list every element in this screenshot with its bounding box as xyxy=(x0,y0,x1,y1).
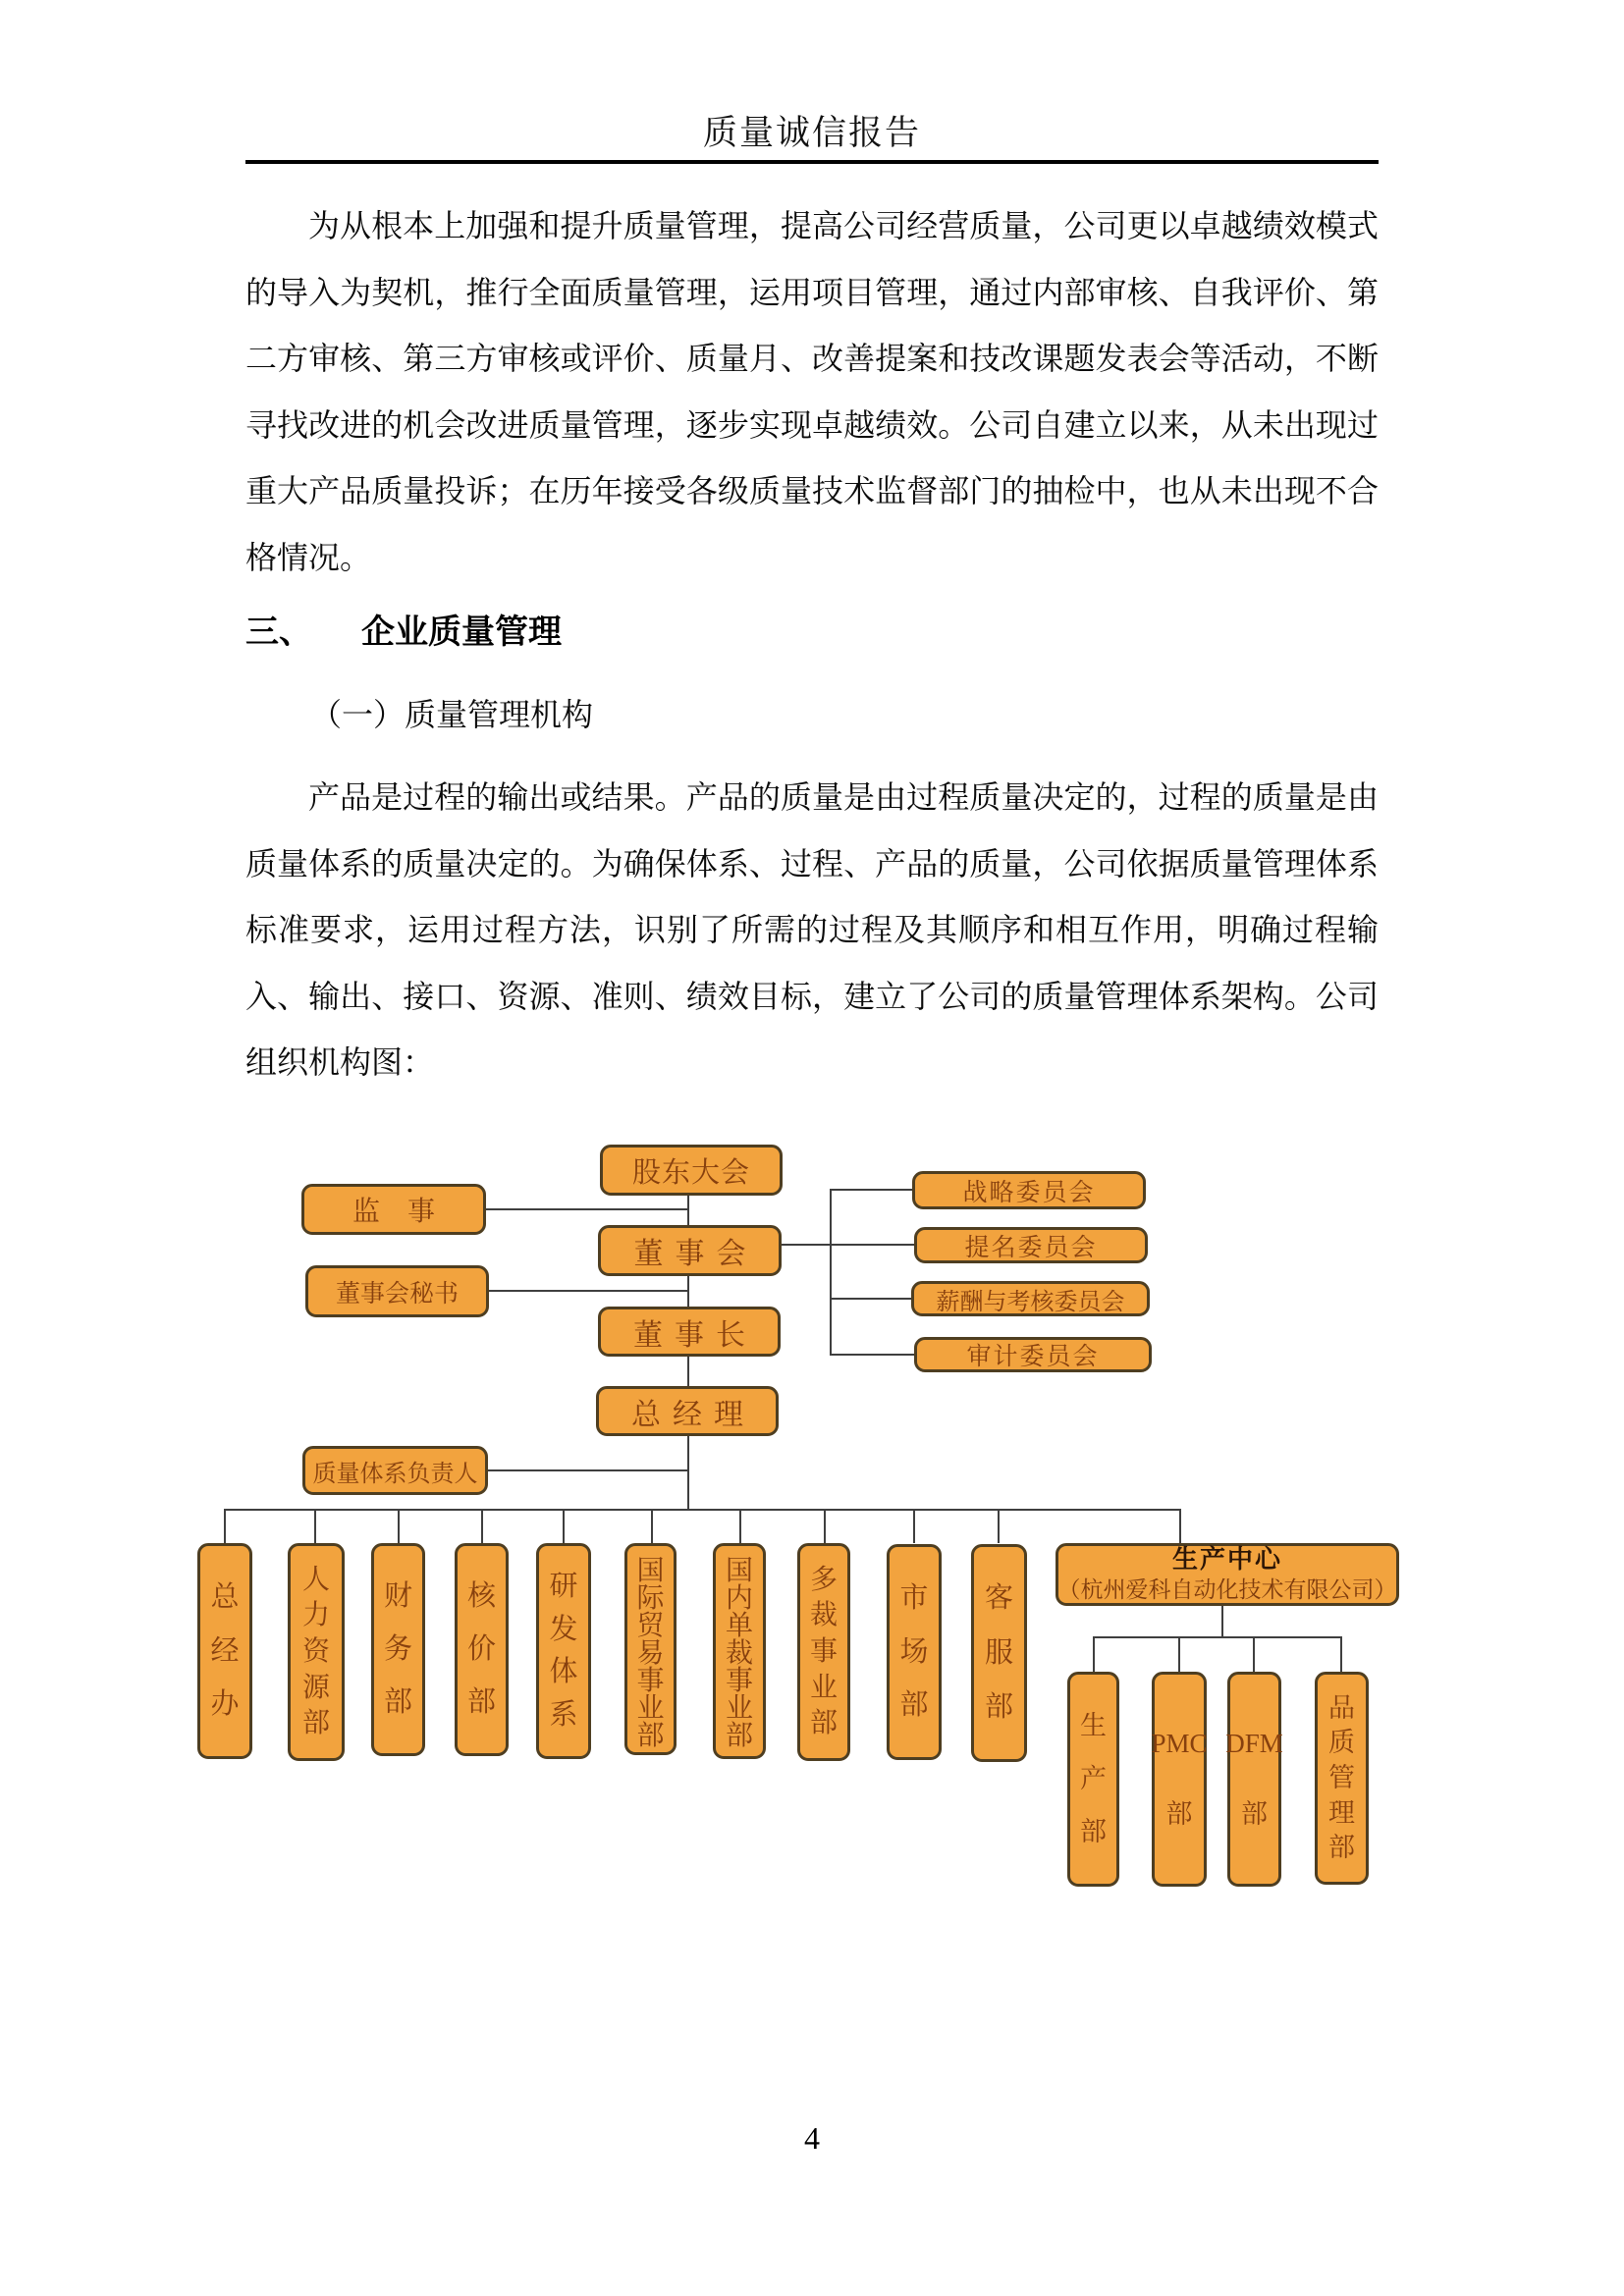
connector-line xyxy=(1178,1636,1180,1672)
org-node-board-secretary: 董事会秘书 xyxy=(305,1265,489,1317)
connector-line xyxy=(489,1290,688,1292)
connector-line xyxy=(687,1196,689,1227)
org-node-customer-service-department: 客 服 部 xyxy=(971,1544,1027,1762)
org-node-international-trade-division: 国 际 贸 易 事 业 部 xyxy=(624,1543,677,1755)
org-node-board: 董事会 xyxy=(598,1225,782,1276)
connector-line xyxy=(1253,1636,1255,1672)
connector-line xyxy=(913,1509,915,1543)
production-center-title: 生产中心 xyxy=(1171,1545,1282,1575)
paragraph-quality-management-intro: 为从根本上加强和提升质量管理，提高公司经营质量，公司更以卓越绩效模式的导入为契机，推行全面质量管理，运用项目管理，通过内部审核、自我评价、第二方审核、第三方审核或评价、质量月、改善提案和技改课题发表会等活动，不断寻找改进的机会改进质量管理，逐步实现卓越绩效。公司自建立以来，从未出现过重大产品质量投诉；在历年接受各级质量技术监督部门的抽检中，也从未出现不合格情况。 xyxy=(245,208,1379,575)
connector-line xyxy=(824,1509,826,1543)
org-node-pricing-department: 核 价 部 xyxy=(455,1543,509,1756)
page-header-title: 质量诚信报告 xyxy=(702,114,921,152)
org-node-general-manager: 总经理 xyxy=(596,1386,779,1436)
org-node-production-department: 生 产 部 xyxy=(1067,1672,1119,1887)
connector-line xyxy=(739,1509,741,1543)
org-node-rnd-system: 研 发 体 系 xyxy=(536,1543,591,1759)
org-node-finance-department: 财 务 部 xyxy=(371,1543,425,1756)
connector-line xyxy=(998,1509,1000,1543)
org-node-compensation-committee: 薪酬与考核委员会 xyxy=(911,1281,1150,1316)
org-node-audit-committee: 审计委员会 xyxy=(914,1337,1152,1372)
org-node-domestic-single-cut-division: 国 内 单 裁 事 业 部 xyxy=(713,1543,766,1759)
connector-line xyxy=(687,1276,689,1308)
connector-line xyxy=(651,1509,653,1543)
connector-line xyxy=(830,1354,914,1356)
org-node-dfm-department: DFM 部 xyxy=(1227,1672,1281,1887)
connector-line xyxy=(830,1298,911,1300)
org-node-production-center xyxy=(1056,1543,1399,1606)
connector-line xyxy=(488,1469,688,1471)
connector-line xyxy=(224,1509,226,1543)
connector-line xyxy=(1179,1509,1181,1543)
connector-line xyxy=(1093,1636,1341,1638)
section-heading-number: 三、 xyxy=(245,614,312,651)
org-node-general-manager-office: 总 经 办 xyxy=(197,1543,252,1759)
connector-line xyxy=(687,1357,689,1388)
org-node-shareholders-meeting: 股东大会 xyxy=(600,1145,783,1196)
page-number: 4 xyxy=(804,2120,820,2156)
connector-line xyxy=(398,1509,400,1543)
connector-line xyxy=(314,1509,316,1543)
org-node-strategy-committee: 战略委员会 xyxy=(912,1171,1146,1209)
org-node-hr-department: 人 力 资 源 部 xyxy=(288,1543,345,1761)
connector-line xyxy=(563,1509,565,1543)
connector-line xyxy=(1340,1636,1342,1672)
connector-line xyxy=(1093,1636,1095,1672)
connector-line xyxy=(782,1244,914,1246)
connector-line xyxy=(830,1189,912,1191)
org-node-quality-management-department: 品 质 管 理 部 xyxy=(1315,1672,1369,1885)
org-node-supervisor: 监 事 xyxy=(301,1184,486,1235)
paragraph-process-quality: 产品是过程的输出或结果。产品的质量是由过程质量决定的，过程的质量是由质量体系的质量决定的。为确保体系、过程、产品的质量，公司依据质量管理体系标准要求，运用过程方法，识别了所需的过程及其顺序和相互作用，明确过程输入、输出、接口、资源、准则、绩效目标，建立了公司的质量管理体系架构。公司组织机构图： xyxy=(245,779,1379,1080)
connector-line xyxy=(481,1509,483,1543)
connector-line xyxy=(224,1509,1181,1511)
production-center-subtitle: （杭州爱科自动化技术有限公司） xyxy=(1057,1576,1397,1602)
connector-line xyxy=(1221,1606,1223,1638)
org-node-chairman: 董事长 xyxy=(598,1307,781,1357)
org-node-nomination-committee: 提名委员会 xyxy=(914,1227,1148,1263)
org-node-qms-leader: 质量体系负责人 xyxy=(302,1446,488,1495)
connector-line xyxy=(687,1436,689,1511)
subsection-heading: （一）质量管理机构 xyxy=(310,697,594,732)
connector-line xyxy=(486,1208,688,1210)
connector-line xyxy=(830,1189,832,1356)
section-heading-label: 企业质量管理 xyxy=(361,614,562,651)
org-node-multi-cut-division: 多 裁 事 业 部 xyxy=(797,1543,850,1761)
org-node-pmc-department: PMC 部 xyxy=(1152,1672,1207,1887)
org-node-marketing-department: 市 场 部 xyxy=(887,1544,942,1760)
